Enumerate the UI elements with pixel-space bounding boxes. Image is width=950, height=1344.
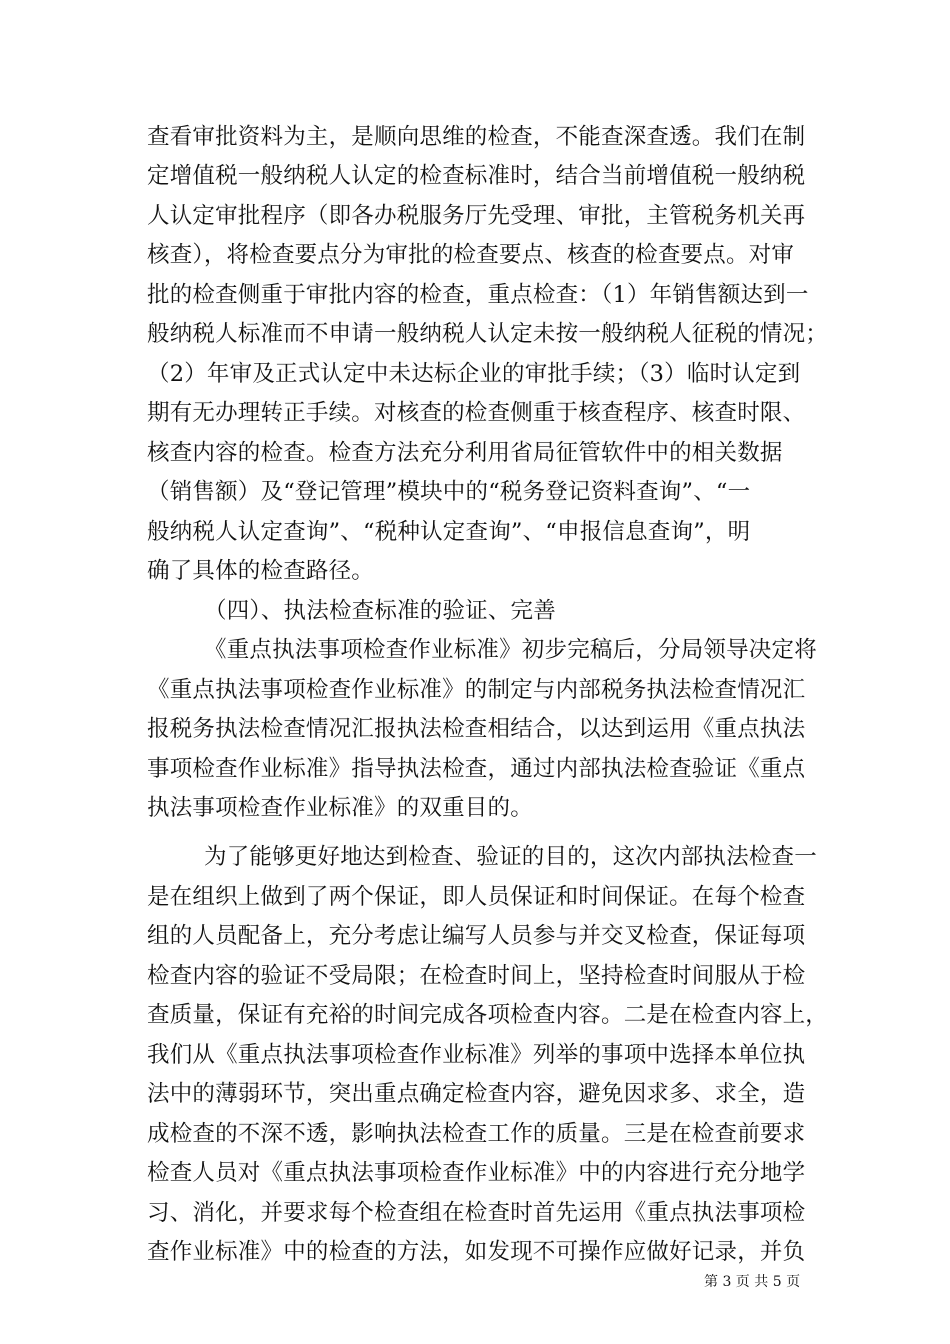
section-heading: （四）、执法检查标准的验证、完善 xyxy=(204,598,556,624)
text-line: 《重点执法事项检查作业标准》初步完稿后，分局领导决定将 xyxy=(204,637,817,663)
text-line: 确了具体的检查路径。 xyxy=(147,558,375,584)
text-line: （销售额）及“登记管理”模块中的“税务登记资料查询”、“一 xyxy=(147,479,751,505)
text-line: 《重点执法事项检查作业标准》的制定与内部税务执法检查情况汇 xyxy=(147,677,806,703)
text-line: 般纳税人认定查询”、“税种认定查询”、“申报信息查询”，明 xyxy=(147,519,751,545)
text-line: 报税务执法检查情况汇报执法检查相结合，以达到运用《重点执法 xyxy=(147,716,806,742)
text-line: 查作业标准》中的检查的方法，如发现不可操作应做好记录，并负 xyxy=(147,1239,806,1265)
text-line: 执法事项检查作业标准》的双重目的。 xyxy=(147,795,533,821)
text-line: 查质量，保证有充裕的时间完成各项检查内容。二是在检查内容上， xyxy=(147,1002,829,1028)
text-line: 期有无办理转正手续。对核查的检查侧重于核查程序、核查时限、 xyxy=(147,400,806,426)
text-line: 检查内容的验证不受局限；在检查时间上，坚持检查时间服从于检 xyxy=(147,963,806,989)
text-line: 为了能够更好地达到检查、验证的目的，这次内部执法检查一 xyxy=(204,844,817,870)
text-line: 批的检查侧重于审批内容的检查，重点检查：（1）年销售额达到一 xyxy=(147,282,809,308)
text-line: 组的人员配备上，充分考虑让编写人员参与并交叉检查，保证每项 xyxy=(147,923,806,949)
text-line: 成检查的不深不透，影响执法检查工作的质量。三是在检查前要求 xyxy=(147,1121,806,1147)
text-line: 我们从《重点执法事项检查作业标准》列举的事项中选择本单位执 xyxy=(147,1042,806,1068)
text-line: 般纳税人标准而不申请一般纳税人认定未按一般纳税人征税的情况； xyxy=(147,321,829,347)
text-line: 检查人员对《重点执法事项检查作业标准》中的内容进行充分地学 xyxy=(147,1160,806,1186)
text-line: 核查内容的检查。检查方法充分利用省局征管软件中的相关数据 xyxy=(147,440,783,466)
text-line: 法中的薄弱环节，突出重点确定检查内容，避免因求多、求全，造 xyxy=(147,1081,806,1107)
text-line: 事项检查作业标准》指导执法检查，通过内部执法检查验证《重点 xyxy=(147,756,806,782)
text-line: （2）年审及正式认定中未达标企业的审批手续；（3）临时认定到 xyxy=(147,361,801,387)
text-line: 查看审批资料为主，是顺向思维的检查，不能查深查透。我们在制 xyxy=(147,124,806,150)
text-line: 习、消化，并要求每个检查组在检查时首先运用《重点执法事项检 xyxy=(147,1200,806,1226)
text-line: 人认定审批程序（即各办税服务厅先受理、审批，主管税务机关再 xyxy=(147,203,806,229)
text-line: 定增值税一般纳税人认定的检查标准时，结合当前增值税一般纳税 xyxy=(147,163,806,189)
text-line: 核查），将检查要点分为审批的检查要点、核查的检查要点。对审 xyxy=(147,242,795,268)
page-number: 第 3 页 共 5 页 xyxy=(704,1274,801,1290)
text-line: 是在组织上做到了两个保证，即人员保证和时间保证。在每个检查 xyxy=(147,884,806,910)
